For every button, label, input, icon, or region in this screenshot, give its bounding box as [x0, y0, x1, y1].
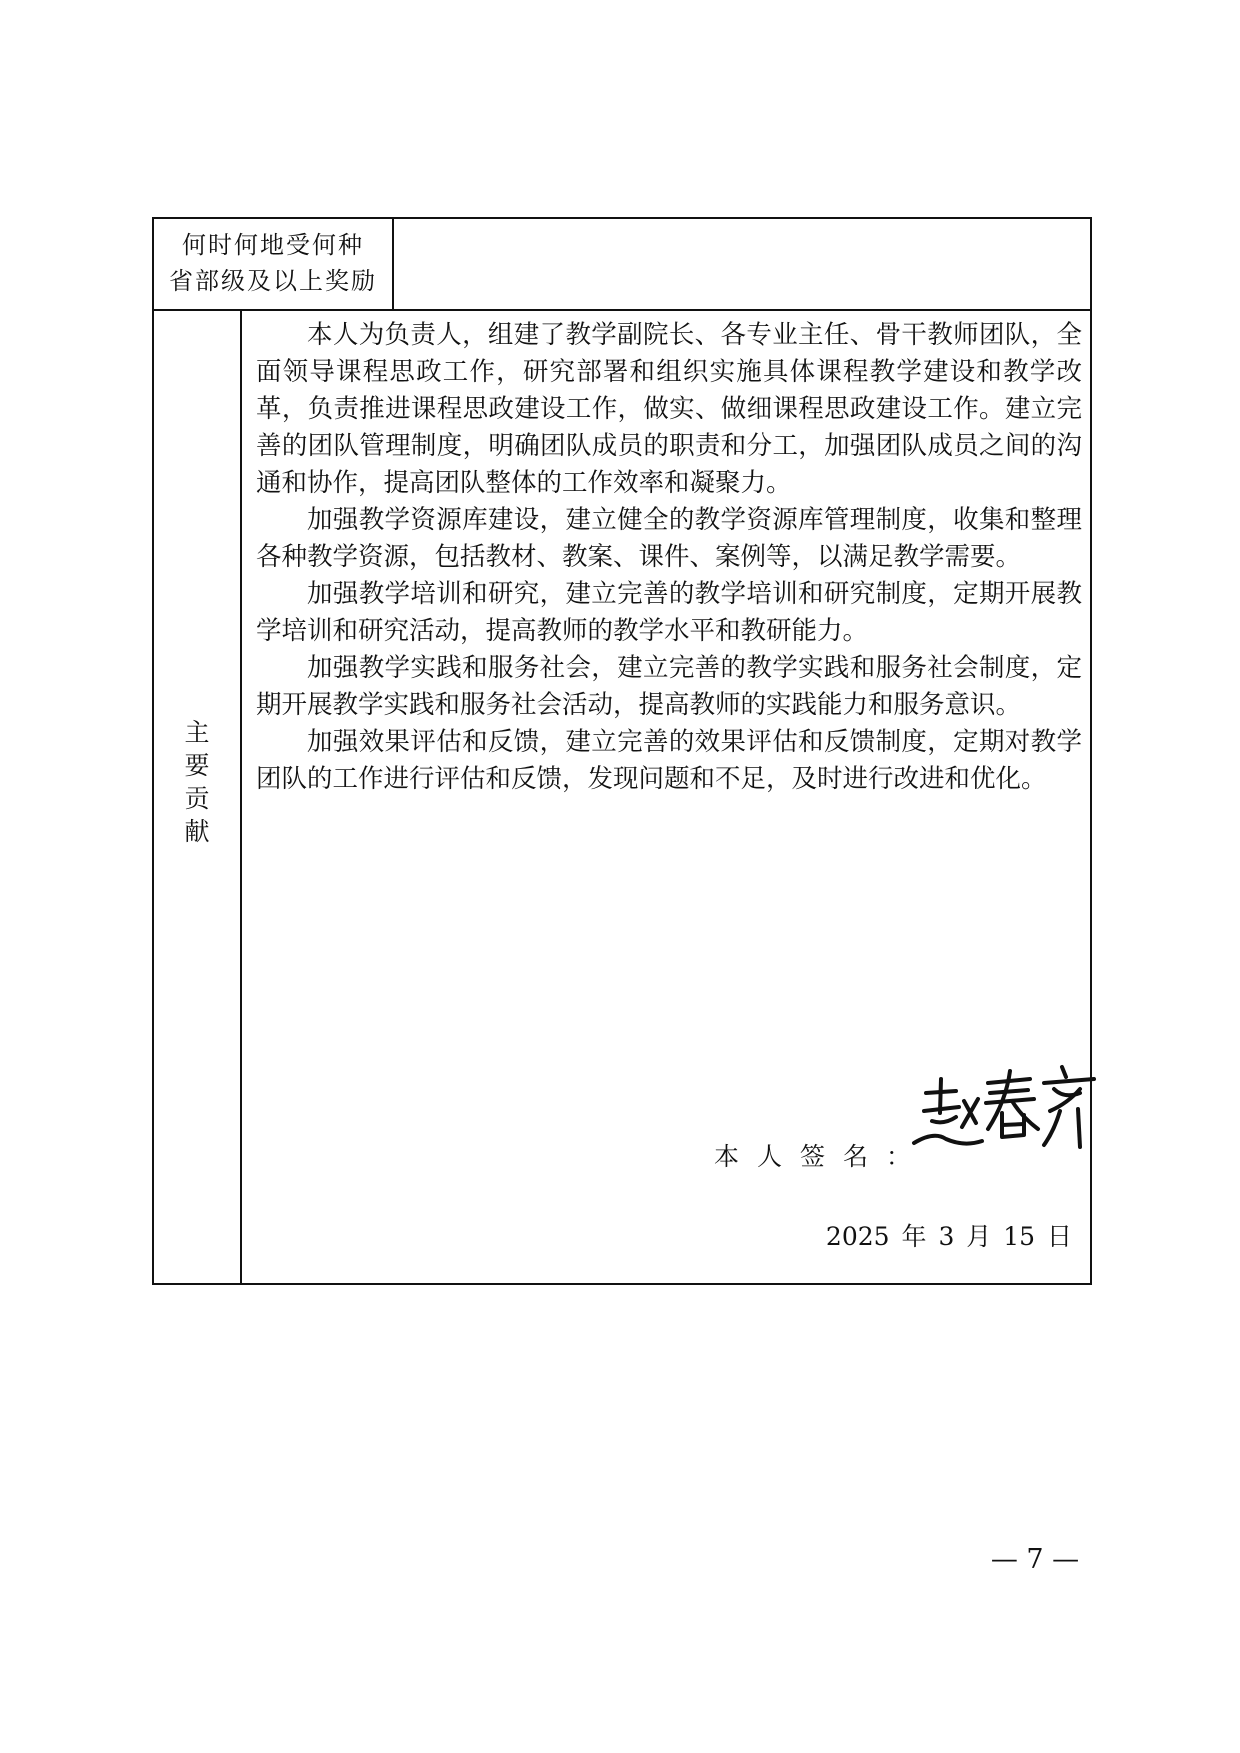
awards-label	[154, 219, 394, 309]
signing-date: 2025 年 3 月 15 日	[825, 1222, 1072, 1251]
contribution-text	[256, 317, 1082, 798]
signature-label: 本人签名：	[714, 1142, 930, 1171]
form-table	[152, 217, 1092, 1285]
handwritten-signature	[904, 1051, 1104, 1161]
contribution-label-char: 贡	[184, 784, 210, 813]
page-number: — 7 —	[990, 1544, 1080, 1575]
paragraph: 加强教学培训和研究，建立完善的教学培训和研究制度，定期开展教学培训和研究活动，提高教师的教学水平和教研能力。	[256, 579, 1082, 646]
paragraph: 加强教学资源库建设，建立健全的教学资源库管理制度，收集和整理各种教学资源，包括教材、教案、课件、案例等，以满足教学需要。	[256, 505, 1082, 572]
awards-value-cell	[396, 219, 1090, 309]
contribution-content-cell	[244, 311, 1090, 1283]
paragraph: 加强效果评估和反馈，建立完善的效果评估和反馈制度，定期对教学团队的工作进行评估和反馈，发现问题和不足，及时进行改进和优化。	[256, 727, 1082, 794]
awards-row	[154, 219, 1090, 311]
contribution-label-char: 要	[184, 751, 210, 780]
paragraph: 加强教学实践和服务社会，建立完善的教学实践和服务社会制度，定期开展教学实践和服务社会活动，提高教师的实践能力和服务意识。	[256, 653, 1082, 720]
paragraph: 本人为负责人，组建了教学副院长、各专业主任、骨干教师团队，全面领导课程思政工作，研究部署和组织实施具体课程教学建设和教学改革，负责推进课程思政建设工作，做实、做细课程思政建设工作。建立完善的团队管理制度，明确团队成员的职责和分工，加强团队成员之间的沟通和协作，提高团队整体的工作效率和凝聚力。	[256, 320, 1082, 498]
contribution-label-char: 献	[184, 817, 210, 846]
awards-label-line-1: 何时何地受何种	[182, 231, 364, 259]
contribution-label	[154, 716, 240, 848]
contribution-label-cell	[154, 311, 242, 1283]
contribution-label-char: 主	[184, 718, 210, 747]
awards-label-line-2: 省部级及以上奖励	[169, 267, 377, 295]
